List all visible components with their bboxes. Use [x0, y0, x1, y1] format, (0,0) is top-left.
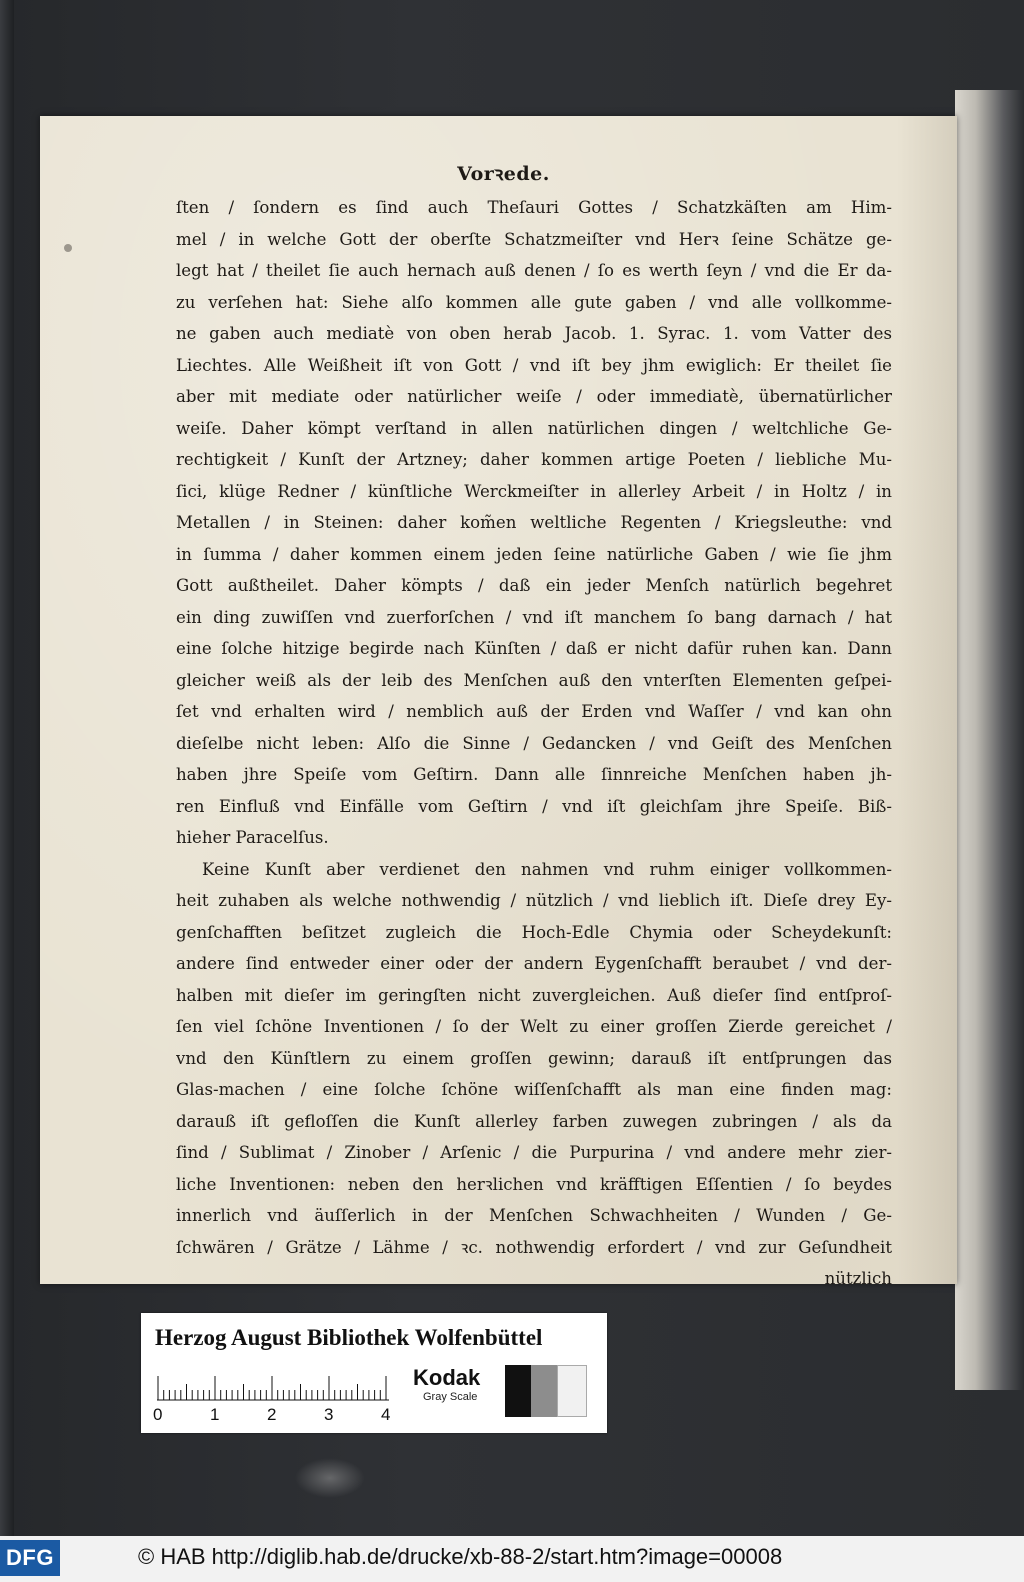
gray-scale-label: Gray Scale [423, 1391, 478, 1403]
ruler-number: 1 [210, 1405, 220, 1424]
text-line: Metallen / in Steinen: daher kom̃en weltliche Regenten / Kriegsleuthe: vnd [176, 513, 892, 532]
text-line: liche Inventionen: neben den herꝛlichen vnd kräfftigen Eſſentien / ſo beydes [176, 1174, 892, 1194]
text-line: ſten / ſondern es ſind auch Theſauri Gottes / Schatzkäſten am Him- [176, 198, 892, 217]
text-line: heit zuhaben als welche nothwendig / nützlich / vnd lieblich iſt. Dieſe drey Ey- [176, 891, 892, 910]
text-line: ſind / Sublimat / Zinober / Arſenic / die Purpurina / vnd andere mehr zier- [176, 1143, 892, 1162]
text-line: nützlich [824, 1269, 892, 1288]
text-line: ren Einfluß vnd Einfälle vom Geſtirn / vnd iſt gleichſam jhre Speiſe. Biß- [176, 796, 892, 816]
text-line: ſchwären / Grätze / Lähme / ꝛc. nothwendig erfordert / vnd zur Geſundheit [176, 1237, 892, 1257]
text-line: innerlich vnd äuſſerlich in der Menſchen Schwachheiten / Wunden / Ge- [176, 1206, 892, 1225]
book-binding-edge [955, 90, 1024, 1390]
copyright-credit[interactable]: © HAB http://diglib.hab.de/drucke/xb-88-2/start.htm?image=00008 [138, 1544, 783, 1569]
text-line: andere ſind entweder einer oder der andern Eygenſchafft beraubet / vnd der- [176, 954, 892, 973]
text-line: Keine Kunſt aber verdienet den nahmen vnd ruhm einiger vollkommen- [202, 859, 892, 879]
text-line: eine ſolche hitzige begirde nach Künſten / daß er nicht dafür ruhen kan. Dann [176, 639, 892, 658]
scanner-edge [0, 0, 14, 1536]
text-line: in ſumma / daher kommen einem jeden ſeine natürliche Gaben / wie ſie jhm [176, 544, 892, 564]
text-line: aber mit mediate oder natürlicher weiſe / oder immediatè, übernatürlicher [176, 387, 892, 406]
page-text [176, 192, 892, 1295]
color-target-card [141, 1313, 607, 1433]
library-name: Herzog August Bibliothek Wolfenbüttel [155, 1325, 543, 1350]
kodak-logo: Kodak [413, 1365, 481, 1390]
text-line: Gott außtheilet. Daher kömpts / daß ein jeder Menſch natürlich begehret [176, 576, 892, 595]
dust-smudge [295, 1458, 365, 1498]
text-line: hieher Paracelſus. [176, 828, 329, 847]
text-line: ſen viel ſchöne Inventionen / ſo der Welt zu einer groſſen Zierde gereichet / [176, 1017, 892, 1036]
footer-bar [0, 1536, 1024, 1582]
text-line: darauß iſt gefloſſen die Kunſt allerley farben zuwegen zubringen / als da [176, 1111, 892, 1131]
text-line: rechtigkeit / Kunſt der Artzney; daher kommen artige Poeten / liebliche Mu- [176, 450, 892, 469]
text-line: legt hat / theilet ſie auch hernach auß denen / ſo es werth ſeyn / vnd die Er da- [176, 261, 892, 280]
text-line: dieſelbe nicht leben: Alſo die Sinne / Gedancken / vnd Geiſt des Menſchen [176, 733, 892, 753]
book-page [40, 116, 957, 1288]
ruler-numbers [153, 1405, 403, 1425]
ruler-number: 2 [267, 1405, 277, 1424]
black-patch [505, 1365, 531, 1417]
text-line: Glas-machen / eine ſolche ſchöne wiſſenſchafft als man eine finden mag: [176, 1080, 892, 1099]
ruler-number: 0 [153, 1405, 163, 1424]
page-hole [64, 244, 72, 252]
page-shadow [897, 116, 957, 1284]
white-patch [557, 1365, 587, 1417]
text-line: genſchafften beſitzet zugleich die Hoch-Edle Chymia oder Scheydekunſt: [176, 922, 892, 942]
text-line: Liechtes. Alle Weißheit iſt von Gott / vnd iſt bey jhm ewiglich: Er theilet ſie [176, 355, 892, 375]
text-line: ein ding zuwiſſen vnd zuerforſchen / vnd iſt manchem ſo bang darnach / hat [176, 607, 892, 627]
text-line: ſet vnd erhalten wird / nemblich auß der Erden vnd Waſſer / vnd kan ohn [176, 702, 892, 721]
gray-patch [531, 1365, 557, 1417]
text-line: haben jhre Speiſe vom Geſtirn. Dann alle ſinnreiche Menſchen haben jh- [176, 765, 892, 784]
ruler-scale [157, 1375, 389, 1401]
text-line: gleicher weiß als der leib des Menſchen auß den vnterſten Elementen geſpei- [176, 670, 892, 690]
ruler-number: 4 [381, 1405, 391, 1424]
gray-patches [505, 1365, 587, 1417]
running-head: Vorꝛede. [457, 163, 550, 185]
ruler-number: 3 [324, 1405, 334, 1424]
text-line: halben mit dieſer im geringſten nicht zuvergleichen. Auß dieſer ſind entſproſ- [176, 985, 892, 1005]
text-line: vnd den Künſtlern zu einem groſſen gewinn; darauß iſt entſprungen das [176, 1048, 892, 1068]
text-line: ſici, klüge Redner / künſtliche Werckmeiſter in allerley Arbeit / in Holtz / in [176, 481, 892, 501]
text-line: ne gaben auch mediatè von oben herab Jacob. 1. Syrac. 1. vom Vatter des [176, 324, 892, 343]
text-line: zu verſehen hat: Siehe alſo kommen alle gute gaben / vnd alle vollkomme- [176, 292, 892, 312]
dfg-logo: DFG [0, 1540, 60, 1576]
text-line: weiſe. Daher kömpt verſtand in allen natürlichen dingen / weltchliche Ge- [176, 418, 892, 438]
text-line: mel / in welche Gott der oberſte Schatzmeiſter vnd Herꝛ ſeine Schätze ge- [176, 229, 892, 249]
